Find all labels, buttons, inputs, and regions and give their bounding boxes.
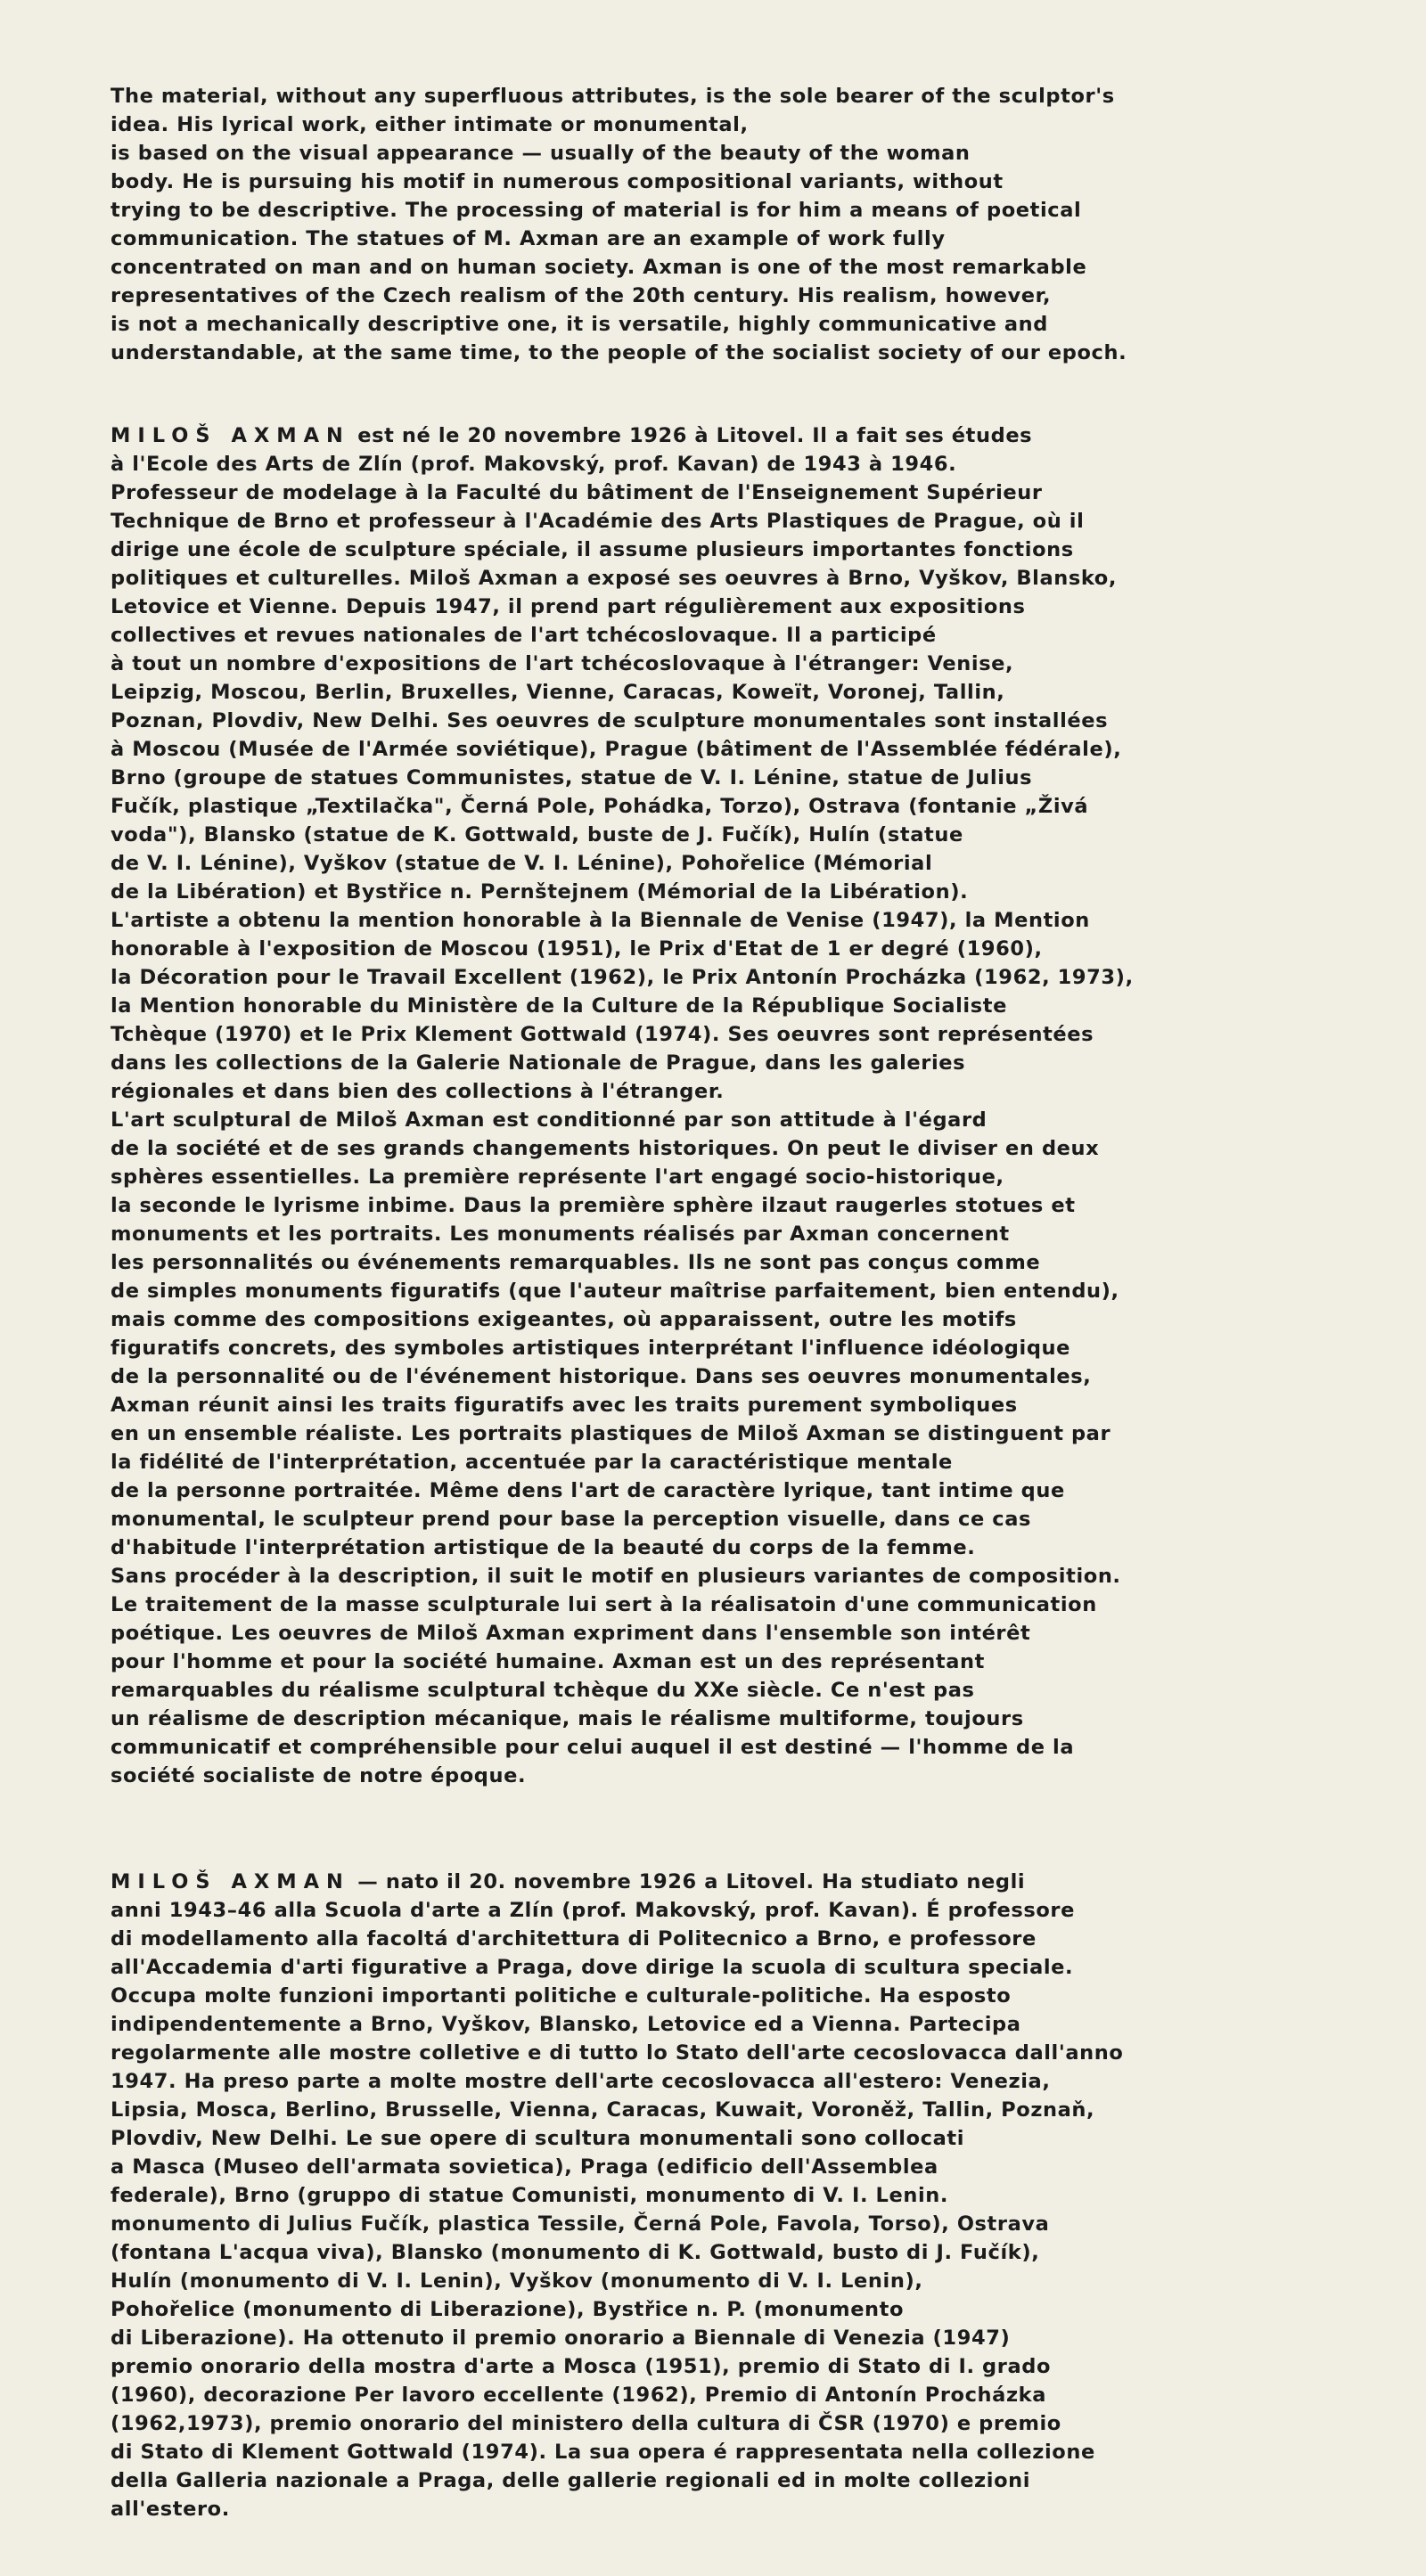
text-line: société socialiste de notre époque. xyxy=(111,1764,527,1787)
text-line: federale), Brno (gruppo di statue Comunisti, monumento di V. I. Lenin. xyxy=(111,2184,949,2207)
text-line: communication. The statues of M. Axman are an example of work fully xyxy=(111,227,946,250)
text-line: monumento di Julius Fučík, plastica Tessile, Černá Pole, Favola, Torso), Ostrava xyxy=(111,2212,1050,2236)
text-line: body. He is pursuing his motif in numerous compositional variants, without xyxy=(111,170,1004,193)
text-line: la fidélité de l'interprétation, accentuée par la caractéristique mentale xyxy=(111,1451,953,1474)
text-line: della Galleria nazionale a Praga, delle gallerie regionali ed in molte collezioni xyxy=(111,2469,1031,2492)
text-line: honorable à l'exposition de Moscou (1951), le Prix d'Etat de 1 er degré (1960), xyxy=(111,937,1043,961)
text-line: Hulín (monumento di V. I. Lenin), Vyškov (monumento di V. I. Lenin), xyxy=(111,2269,923,2293)
text-line: de simples monuments figuratifs (que l'auteur maîtrise parfaitement, bien entendu), xyxy=(111,1280,1119,1303)
text-line: Professeur de modelage à la Faculté du bâtiment de l'Enseignement Supérieur xyxy=(111,481,1043,504)
line-text: est né le 20 novembre 1926 à Litovel. Il a fait ses études xyxy=(349,424,1033,447)
text-line: politiques et culturelles. Miloš Axman a exposé ses oeuvres à Brno, Vyškov, Blansko, xyxy=(111,567,1118,590)
text-line: de V. I. Lénine), Vyškov (statue de V. I. Lénine), Pohořelice (Mémorial xyxy=(111,852,933,875)
text-line: all'estero. xyxy=(111,2498,230,2521)
text-line: de la société et de ses grands changements historiques. On peut le diviser en deux xyxy=(111,1137,1100,1160)
text-line: indipendentemente a Brno, Vyškov, Blansko, Letovice ed a Vienna. Partecipa xyxy=(111,2013,1021,2036)
artist-name: MILOŠ AXMAN xyxy=(111,424,350,447)
text-line: monuments et les portraits. Les monuments réalisés par Axman concernent xyxy=(111,1223,1010,1246)
text-line: la seconde le lyrisme inbime. Daus la première sphère ilzaut raugerles stotues et xyxy=(111,1194,1076,1217)
text-line: all'Accademia d'arti figurative a Praga, dove dirige la scuola di scultura speciale. xyxy=(111,1956,1074,1979)
text-line: à tout un nombre d'expositions de l'art tchécoslovaque à l'étranger: Venise, xyxy=(111,652,1014,675)
text-line: Le traitement de la masse sculpturale lui sert à la réalisatoin d'une communication xyxy=(111,1593,1097,1616)
text-line: poétique. Les oeuvres de Miloš Axman expriment dans l'ensemble son intérêt xyxy=(111,1622,1031,1645)
text-line: concentrated on man and on human society. Axman is one of the most remarkable xyxy=(111,256,1087,279)
text-line: Occupa molte funzioni importanti politiche e culturale-politiche. Ha esposto xyxy=(111,1984,1012,2008)
text-line: premio onorario della mostra d'arte a Mosca (1951), premio di Stato di I. grado xyxy=(111,2355,1051,2378)
text-line: voda"), Blansko (statue de K. Gottwald, buste de J. Fučík), Hulín (statue xyxy=(111,823,963,846)
text-line: Sans procéder à la description, il suit le motif en plusieurs variantes de composition. xyxy=(111,1565,1121,1588)
text-line: pour l'homme et pour la société humaine. Axman est un des représentant xyxy=(111,1650,986,1673)
text-line: trying to be descriptive. The processing of material is for him a means of poetical xyxy=(111,199,1082,222)
text-line: monumental, le sculpteur prend pour base la perception visuelle, dans ce cas xyxy=(111,1508,1031,1531)
text-line: Fučík, plastique „Textilačka", Černá Pole, Pohádka, Torzo), Ostrava (fontanie „Živá xyxy=(111,795,1089,818)
text-line: Leipzig, Moscou, Berlin, Bruxelles, Vienne, Caracas, Koweït, Voronej, Tallin, xyxy=(111,681,1005,704)
text-line: remarquables du réalisme sculptural tchèque du XXe siècle. Ce n'est pas xyxy=(111,1679,975,1702)
text-line: Axman réunit ainsi les traits figuratifs avec les traits purement symboliques xyxy=(111,1394,1018,1417)
text-line: The material, without any superfluous attributes, is the sole bearer of the sculptor's xyxy=(111,85,1115,108)
text-line: di Stato di Klement Gottwald (1974). La sua opera é rappresentata nella collezione xyxy=(111,2441,1095,2464)
text-line: representatives of the Czech realism of the 20th century. His realism, however, xyxy=(111,284,1052,307)
text-line: les personnalités ou événements remarquables. Ils ne sont pas conçus comme xyxy=(111,1251,1041,1274)
text-line: la Mention honorable du Ministère de la Culture de la République Socialiste xyxy=(111,994,1007,1018)
text-line: régionales et dans bien des collections à l'étranger. xyxy=(111,1080,725,1103)
text-line: mais comme des compositions exigeantes, où apparaissent, outre les motifs xyxy=(111,1308,1017,1331)
text-line: figuratifs concrets, des symboles artistiques interprétant l'influence idéologique xyxy=(111,1337,1071,1360)
text-line: Poznan, Plovdiv, New Delhi. Ses oeuvres de sculpture monumentales sont installées xyxy=(111,709,1109,732)
text-line: collectives et revues nationales de l'art tchécoslovaque. Il a participé xyxy=(111,624,937,647)
text-line: (1962,1973), premio onorario del ministero della cultura di ČSR (1970) e premio xyxy=(111,2412,1061,2435)
text-line: is not a mechanically descriptive one, it is versatile, highly communicative and xyxy=(111,313,1049,336)
text-line: 1947. Ha preso parte a molte mostre dell'arte cecoslovacca all'estero: Venezia, xyxy=(111,2070,1051,2093)
text-line: Letovice et Vienne. Depuis 1947, il prend part régulièrement aux expositions xyxy=(111,595,1026,618)
text-line: Technique de Brno et professeur à l'Académie des Arts Plastiques de Prague, où il xyxy=(111,510,1085,533)
text-line: L'art sculptural de Miloš Axman est conditionné par son attitude à l'égard xyxy=(111,1108,988,1132)
text-line: Plovdiv, New Delhi. Le sue opere di scultura monumentali sono collocati xyxy=(111,2127,965,2150)
text-line xyxy=(111,1868,1358,1896)
text-line: de la Libération) et Bystřice n. Pernštejnem (Mémorial de la Libération). xyxy=(111,880,969,904)
text-line: Pohořelice (monumento di Liberazione), Bystřice n. P. (monumento xyxy=(111,2298,905,2321)
paragraph-italian xyxy=(111,1868,1358,2523)
text-line xyxy=(111,421,1358,450)
text-line: idea. His lyrical work, either intimate or monumental, xyxy=(111,113,749,136)
text-line: Lipsia, Mosca, Berlino, Brusselle, Vienna, Caracas, Kuwait, Voroněž, Tallin, Poznaň, xyxy=(111,2098,1095,2122)
text-line: a Masca (Museo dell'armata sovietica), Praga (edificio dell'Assemblea xyxy=(111,2155,938,2179)
text-line: di modellamento alla facoltá d'architettura di Politecnico a Brno, e professore xyxy=(111,1927,1037,1950)
text-line: regolarmente alle mostre colletive e di tutto lo Stato dell'arte cecoslovacca dall'anno xyxy=(111,2041,1124,2065)
paragraph-english xyxy=(111,82,1358,367)
text-line: de la personnalité ou de l'événement historique. Dans ses oeuvres monumentales, xyxy=(111,1365,1092,1388)
text-line: Tchèque (1970) et le Prix Klement Gottwald (1974). Ses oeuvres sont représentées xyxy=(111,1023,1094,1046)
text-line: sphères essentielles. La première représente l'art engagé socio-historique, xyxy=(111,1165,1004,1189)
text-line: la Décoration pour le Travail Excellent (1962), le Prix Antonín Procházka (1962, 1973), xyxy=(111,966,1134,989)
text-line: de la personne portraitée. Même dens l'art de caractère lyrique, tant intime que xyxy=(111,1479,1065,1502)
artist-name: MILOŠ AXMAN xyxy=(111,1870,350,1893)
text-line: communicatif et compréhensible pour celui auquel il est destiné — l'homme de la xyxy=(111,1736,1075,1759)
text-line: à l'Ecole des Arts de Zlín (prof. Makovský, prof. Kavan) de 1943 à 1946. xyxy=(111,453,957,476)
text-line: un réalisme de description mécanique, mais le réalisme multiforme, toujours xyxy=(111,1707,1024,1730)
text-line: Brno (groupe de statues Communistes, statue de V. I. Lénine, statue de Julius xyxy=(111,766,1033,789)
text-line: dans les collections de la Galerie Nationale de Prague, dans les galeries xyxy=(111,1051,966,1075)
text-line: anni 1943–46 alla Scuola d'arte a Zlín (prof. Makovský, prof. Kavan). É professore xyxy=(111,1899,1075,1922)
text-line: d'habitude l'interprétation artistique de la beauté du corps de la femme. xyxy=(111,1536,976,1559)
text-line: à Moscou (Musée de l'Armée soviétique), Prague (bâtiment de l'Assemblée fédérale), xyxy=(111,738,1122,761)
text-line: understandable, at the same time, to the people of the socialist society of our epoch. xyxy=(111,341,1127,364)
text-line: dirige une école de sculpture spéciale, il assume plusieurs importantes fonctions xyxy=(111,538,1074,561)
text-line: (fontana L'acqua viva), Blansko (monumento di K. Gottwald, busto di J. Fučík), xyxy=(111,2241,1040,2264)
paragraph-french xyxy=(111,421,1358,1790)
text-line: is based on the visual appearance — usually of the beauty of the woman xyxy=(111,142,971,165)
text-line: en un ensemble réaliste. Les portraits plastiques de Miloš Axman se distinguent par xyxy=(111,1422,1111,1445)
text-line: di Liberazione). Ha ottenuto il premio onorario a Biennale di Venezia (1947) xyxy=(111,2327,1011,2350)
text-line: (1960), decorazione Per lavoro eccellente (1962), Premio di Antonín Procházka xyxy=(111,2384,1046,2407)
line-text: — nato il 20. novembre 1926 a Litovel. Ha studiato negli xyxy=(349,1870,1026,1893)
text-line: L'artiste a obtenu la mention honorable à la Biennale de Venise (1947), la Mention xyxy=(111,909,1090,932)
